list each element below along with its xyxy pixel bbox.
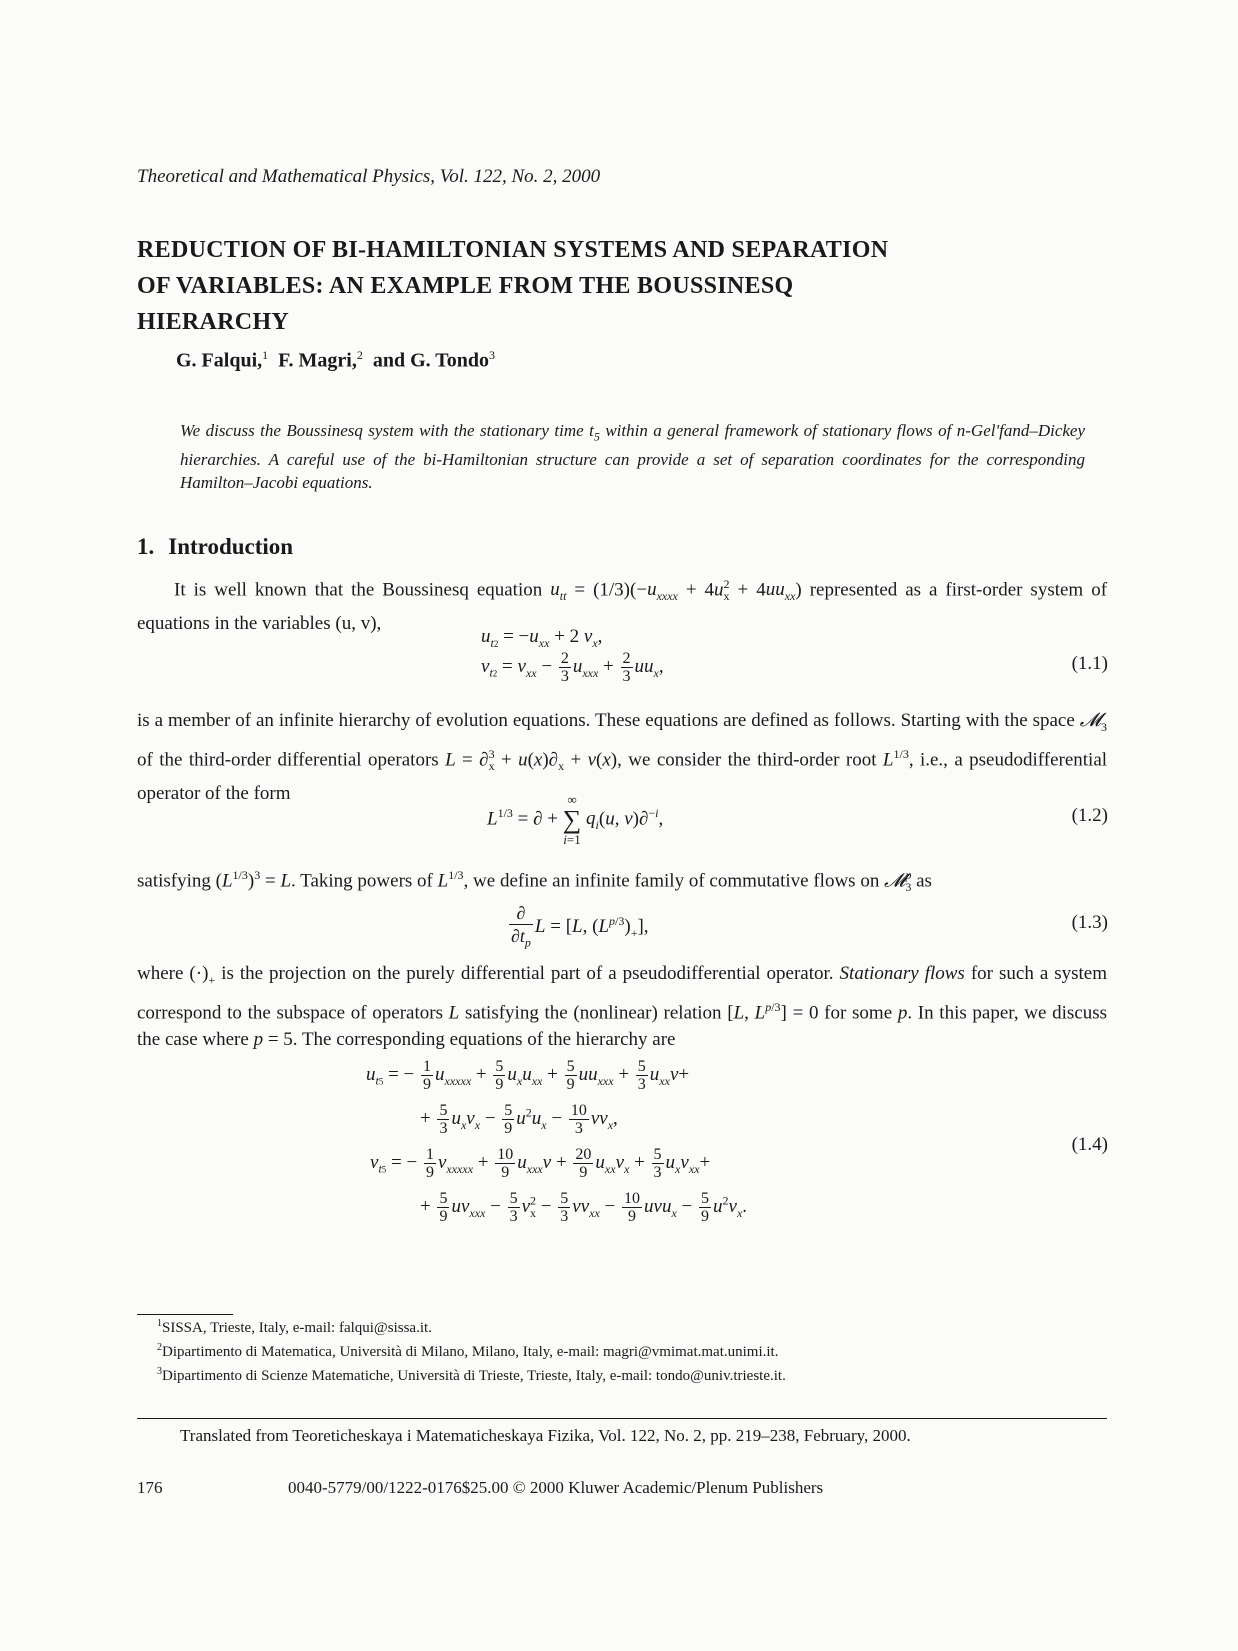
body-text: we consider the third-order root: [628, 749, 877, 771]
author-footnote-mark: 2: [356, 348, 363, 362]
body-text: , we define an infinite family of commutative flows on: [463, 870, 880, 892]
footnote-text: Dipartimento di Matematica, Università di Milano, Milano, Italy, e-mail: magri@vmimat.mat.unimi.it.: [162, 1344, 779, 1360]
footnote-mark: 1: [157, 1318, 162, 1329]
translation-note: Translated from Teoreticheskaya i Matematicheskaya Fizika, Vol. 122, No. 2, pp. 219–238, February, 2000.: [180, 1426, 911, 1445]
body-text: where (·): [137, 963, 209, 984]
abstract: [180, 419, 1085, 494]
body-text: It is well known that the Boussinesq equation: [174, 579, 543, 601]
author-footnote-mark: 1: [262, 348, 269, 362]
page-number: 176: [137, 1478, 163, 1497]
equation-number: (1.4): [1071, 1134, 1108, 1155]
body-text: of the third-order differential operators: [137, 749, 439, 771]
author-name: F. Magri,: [278, 349, 357, 372]
footnote-text: SISSA, Trieste, Italy, e-mail: falqui@sissa.it.: [162, 1320, 432, 1336]
equation-1-1-line-1: $u_{t2} = -u_{xx} + 2$ $v_x$,: [481, 626, 603, 650]
footnote-mark: 2: [157, 1342, 162, 1353]
intro-paragraph: It is well known that the Boussinesq equation $u_{tt} = (1/3)(-u_{xxxx} + 4u^2_x + 4uu_{xx})$ represented as a first-order system of equations in the variables (u, v),: [137, 577, 1108, 635]
paper-title: [137, 232, 1097, 340]
equation-number: (1.2): [1071, 805, 1108, 826]
equation-1-4-line-4: + $\frac{5}{9}$ $uv_{xxx}$ − $\frac{5}{3}$ $v^2_x$ − $\frac{5}{3}$ $vv_{xx}$ − $\frac{10}{9}$ uvu$_x$ − $\frac{5}{9}$ $u^2v_x$.: [420, 1190, 748, 1225]
section-number: 1.: [137, 534, 155, 559]
math-subscript: 5: [593, 429, 600, 444]
footnote: [157, 1366, 786, 1385]
footnote: [157, 1342, 778, 1361]
title-line: HIERARCHY: [137, 309, 290, 335]
body-text: is a member of an infinite hierarchy of evolution equations. These equations are defined as follows. Starting with the space: [137, 710, 1075, 731]
equation-1-2: $L^{1/3}$ = ∂ + ∞ ∑ i=1 $q_i(u$, v)∂$^{-i}$,: [487, 792, 664, 847]
separator-rule: [137, 1418, 1107, 1419]
abstract-text: We discuss the Boussinesq system with the stationary time: [180, 421, 584, 440]
body-text: , i.e., a pseudodifferential operator of the form: [137, 749, 1108, 804]
author-name: and G. Tondo: [372, 349, 490, 372]
footnote-mark: 3: [157, 1366, 162, 1377]
body-text: represented as a first-order system of equations in the variables: [137, 579, 1108, 635]
equation-1-4-line-2: + $\frac{5}{3}$ $u_xv_x$ − $\frac{5}{9}$ $u^2u_x$ − $\frac{10}{3}$ $vv_x$,: [420, 1102, 618, 1137]
footnote-text: Dipartimento di Scienze Matematiche, Università di Trieste, Trieste, Italy, e-mail: tondo@univ.trieste.it.: [162, 1368, 786, 1384]
math-symbol: n: [956, 421, 966, 440]
body-text: (u, v),: [335, 613, 382, 635]
section-title: Introduction: [168, 534, 294, 559]
equation-1-4-line-1: $u_{t5}$ = − $\frac{1}{9}$ $u_{xxxxx}$ + $\frac{5}{9}$ $u_xu_{xx}$ + $\frac{5}{9}$ $uu_{xxx}$ + $\frac{5}{3}$ $u_{xx}v+$: [366, 1058, 690, 1093]
author-footnote-mark: 3: [489, 348, 496, 362]
body-text: is the projection on the purely differential part of a pseudodifferential operator.: [221, 963, 834, 984]
title-line: REDUCTION OF BI-HAMILTONIAN SYSTEMS AND SEPARATION: [137, 237, 889, 263]
emphasis-text: Stationary flows: [839, 963, 965, 984]
journal-header: Theoretical and Mathematical Physics, Vol. 122, No. 2, 2000: [137, 166, 601, 187]
body-text: . Taking powers of: [291, 870, 433, 892]
title-line: OF VARIABLES: AN EXAMPLE FROM THE BOUSSINESQ: [137, 273, 794, 299]
section-heading: [137, 534, 293, 560]
equation-1-1-line-2: $v_{t2} = v_{xx}$ − $\frac{2}{3}$ $u_{xxx}$ + $\frac{2}{3}$ $uu_x$,: [481, 650, 664, 685]
body-text: satisfying: [137, 870, 211, 892]
equation-number: (1.1): [1071, 653, 1108, 674]
equation-1-3: $\frac{\partial}{\partial t_p}$ L = [L, $(L^{p/3})_+$],: [511, 903, 649, 950]
body-text: for some: [824, 1002, 893, 1024]
footnote: [157, 1318, 432, 1337]
body-text: as: [916, 870, 932, 892]
abstract-text: within a general framework of stationary flows of: [605, 421, 952, 440]
author-name: G. Falqui,: [176, 349, 263, 372]
body-text: . In this paper, we discuss the case where: [137, 1002, 1108, 1051]
intro-paragraph: satisfying $(L^{1/3})^3 = L$. Taking powers of $L^{1/3}$, we define an infinite family of commutative flows on 𝓜$^p_3$ as: [137, 868, 932, 895]
body-text: . The corresponding equations of the hierarchy are: [292, 1029, 676, 1051]
intro-paragraph: where $(\cdot)_+$ is the projection on the purely differential part of a pseudodifferential operator. Stationary flows for such a system correspond to the subspace of operators L satisfying the (nonlinear) relation [L, $L^{p/3}] = 0$ for some p. In this paper, we discuss the case where p = 5. The corresponding equations of the hierarchy are: [137, 963, 1108, 1051]
body-text: satisfying the (nonlinear) relation: [464, 1002, 722, 1024]
equation-1-4-line-3: $v_{t5}$ = − $\frac{1}{9}$ $v_{xxxxx}$ + $\frac{10}{9}$ $u_{xxx}v$ + $\frac{20}{9}$ $u_{xx}v_x$ + $\frac{5}{3}$ $u_xv_{xx}+$: [370, 1146, 711, 1181]
issn-copyright-line: 0040-5779/00/1222-0176$25.00 © 2000 Kluwer Academic/Plenum Publishers: [288, 1478, 824, 1497]
equation-number: (1.3): [1071, 912, 1108, 933]
math-symbol: t: [589, 421, 594, 440]
intro-paragraph: is a member of an infinite hierarchy of evolution equations. These equations are defined as follows. Starting with the space 𝓜$_3$ of the third-order differential operators $L = \partial^3_x + u(x)\partial_x + v(x)$, we consider the third-order root $L^{1/3}$, i.e., a pseudodifferential operator of the form: [137, 710, 1108, 804]
body-text: for such a system correspond to the subspace of operators: [137, 963, 1108, 1024]
abstract-text: -Gel'fand–Dickey hierarchies. A careful use of the bi-Hamiltonian structure can provide a set of separation coordinates for the corresponding Hamilton–Jacobi equations.: [180, 421, 1086, 493]
author-list: [176, 348, 495, 373]
footnote-rule: [137, 1314, 233, 1315]
